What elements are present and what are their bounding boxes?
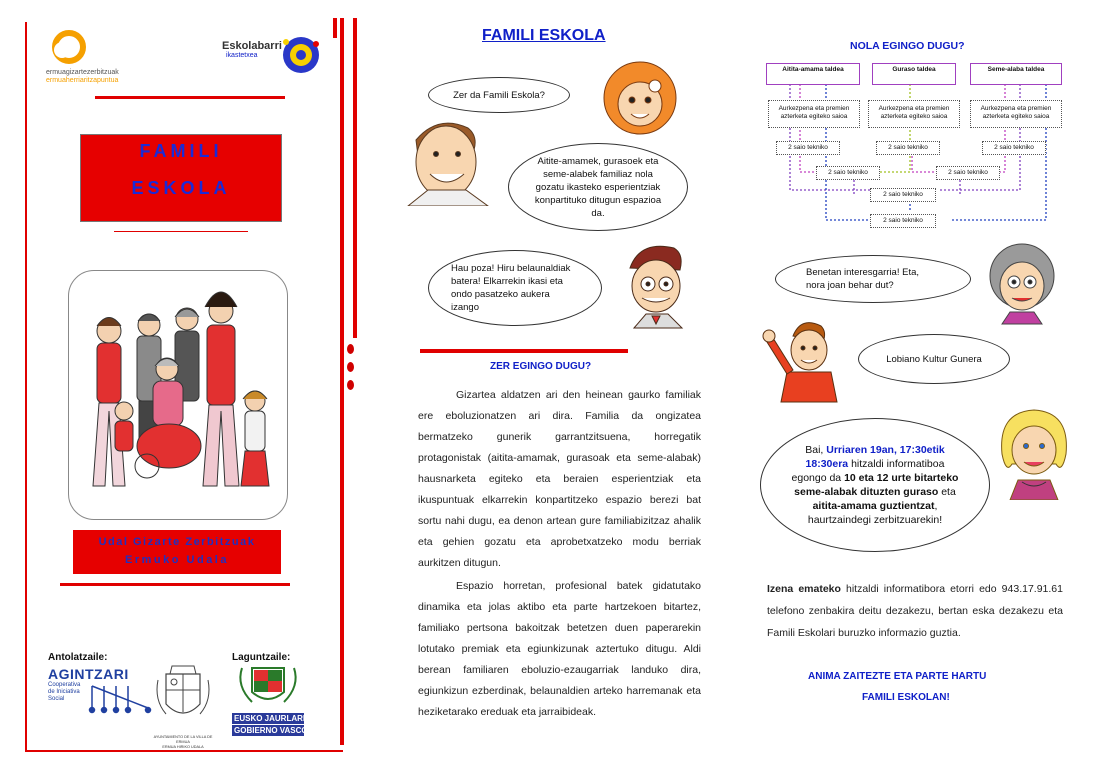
info-guraso: 10 eta 12 urte bitarteko seme-alabak dituzten guraso — [794, 472, 959, 498]
info-part-e: eta — [938, 486, 956, 498]
agintzari-graphic-icon — [86, 682, 156, 722]
agintzari-sub: Cooperativa de Iniciativa Social — [48, 682, 81, 702]
saio-box-b1: 2 saio tekniko — [816, 166, 880, 180]
nola-egingo-dugu-heading: NOLA EGINGO DUGU? — [850, 40, 965, 52]
title-box — [80, 134, 282, 222]
info-part-c: hitzaldi informatiboa egongo da — [791, 458, 945, 484]
ermua-coat-of-arms — [152, 660, 214, 749]
coat-of-arms-icon — [152, 660, 214, 730]
udal-line1: Udal Gizarte Zerbitzuak — [98, 536, 256, 548]
info-aitita: aitita-amama guztientzat — [812, 500, 935, 512]
aurkezpena-box-3: Aurkezpena eta premien azterketa egiteko saioa — [970, 100, 1062, 128]
ermua-logo-line1: ermuagizartezerbitzuak — [46, 69, 119, 76]
eusko-logo — [232, 664, 321, 742]
waving-boy-icon — [757, 312, 857, 404]
saio-box-d: 2 saio tekniko — [870, 214, 936, 228]
paragraph-2: Espazio horretan, profesional batek gidatutako dinamika eta jolas aktibo eta parte hartzekoen bitartez, familiako pertsona bakoitzak betetzen duen paperarekin lotutako premiak eta egiunkizunak aztertuko ditugu. Aldi berean familiaren eboluzio-ezaugarriak landuko dira, egiunkizun ezberdinak, belaunaldien arteko harremanak eta heziketarako ereduak eta jarraibideak. — [418, 580, 701, 718]
aurkezpena-box-2: Aurkezpena eta premien azterketa egiteko saioa — [868, 100, 960, 128]
bubble-benetan: Benetan interesgarria! Eta, nora joan behar dut? — [775, 255, 971, 303]
reg-bold: Izena emateko — [767, 583, 841, 595]
eskolabarri-sun-icon — [278, 32, 324, 78]
grandmother-icon — [982, 240, 1062, 326]
info-date: Urriaren 19an, 17:30etik 18:30era — [805, 444, 945, 470]
bubble-aitite-amamek: Aitite-amamek, gurasoek eta seme-alabek familiaz nola gozatu ikasteko esperientziak konpartituko ditugun espazioa da. — [508, 143, 688, 231]
info-part-a: Bai, — [805, 444, 827, 456]
ermua-logo-line2: ermuaherriaritzapuntua — [46, 77, 119, 84]
eusko-shield-icon — [232, 664, 304, 708]
antolatzaile-label: Antolatzaile: — [48, 652, 108, 663]
family-illustration — [68, 270, 288, 520]
blonde-woman-icon — [992, 404, 1076, 500]
udal-box — [73, 530, 281, 574]
eusko-line1: EUSKO JAURLARITZA — [234, 714, 321, 723]
anima-line1: ANIMA ZAITEZTE ETA PARTE HARTU — [808, 671, 987, 682]
group-seme-alaba: Seme-alaba taldea — [970, 63, 1062, 85]
anima-line2: FAMILI ESKOLAN! — [862, 692, 950, 703]
eskolabarri-name: Eskolabarri — [222, 40, 282, 52]
group-guraso: Guraso taldea — [872, 63, 956, 85]
agintzari-name: AGINTZARI — [48, 666, 129, 682]
saio-box-a2: 2 saio tekniko — [876, 141, 940, 155]
ayto-text: AYUNTAMIENTO DE LA VILLA DE ERMUA ERMUA HIRIKO UDALA — [153, 735, 213, 749]
registration-text — [767, 578, 1063, 644]
bubble-info — [760, 418, 990, 552]
title-line2: ESKOLA — [131, 178, 231, 198]
grandfather-icon — [620, 240, 698, 336]
aurkezpena-box-1: Aurkezpena eta premien azterketa egiteko saioa — [768, 100, 860, 128]
paragraph-1: Gizartea aldatzen ari den heinean gaurko familiak ere eboluzionatzen ari dira. Familia da ongizatea bermatzeko gunerik garrantzitsuena, horregatik protagonistak (aitita-amamak, gurasoak eta seme-alabak) hausnarketa egiteko eta beraien esperientziak eta ikuspuntuak elkarrekin konpartitzeko espazio berezi bat sortu nahi dugu, ea denon artean gure familiabizitzaz ahalik eta gehien gozatu eta aprobetxatzeko modu berriak aurkitzen ditugun. — [418, 389, 701, 569]
bubble-lobiano: Lobiano Kultur Gunera — [858, 334, 1010, 384]
reg-rest: hitzaldi informatibora etorri edo 943.17.91.61 telefono zenbakira deitu dezakezu, bertan eska dezakezu eta Famili Eskolari buruzko informazio guztia. — [767, 583, 1063, 639]
agintzari-logo — [48, 666, 158, 718]
saio-box-b2: 2 saio tekniko — [936, 166, 1000, 180]
udal-line2: Ermuko Udala — [125, 554, 229, 566]
bubble-hau-poza: Hau poza! Hiru belaunaldiak batera! Elkarrekin ikasi eta ondo pasatzeko aukera izango — [428, 250, 602, 326]
laguntzaile-label: Laguntzaile: — [232, 652, 291, 663]
saio-box-c: 2 saio tekniko — [870, 188, 936, 202]
saio-box-a1: 2 saio tekniko — [776, 141, 840, 155]
title-line1: FAMILI — [139, 141, 223, 161]
eskolabarri-logo — [222, 40, 282, 59]
eskolabarri-sub: ikastetxea — [226, 52, 258, 59]
saio-box-a3: 2 saio tekniko — [982, 141, 1046, 155]
info-part-g: , haurtzaindegi zerbitzuarekin! — [807, 500, 943, 526]
smiling-man-icon — [398, 110, 498, 206]
ermua-ring-icon — [52, 30, 86, 64]
group-aitita-amama: Aitita-amama taldea — [766, 63, 860, 85]
zer-egingo-dugu-heading: ZER EGINGO DUGU? — [490, 361, 592, 372]
famili-eskola-heading: FAMILI ESKOLA — [482, 27, 606, 44]
curly-hair-girl-icon — [595, 58, 685, 140]
eusko-line2: GOBIERNO VASCO — [234, 726, 308, 735]
bubble-zer-da: Zer da Famili Eskola? — [428, 77, 570, 113]
